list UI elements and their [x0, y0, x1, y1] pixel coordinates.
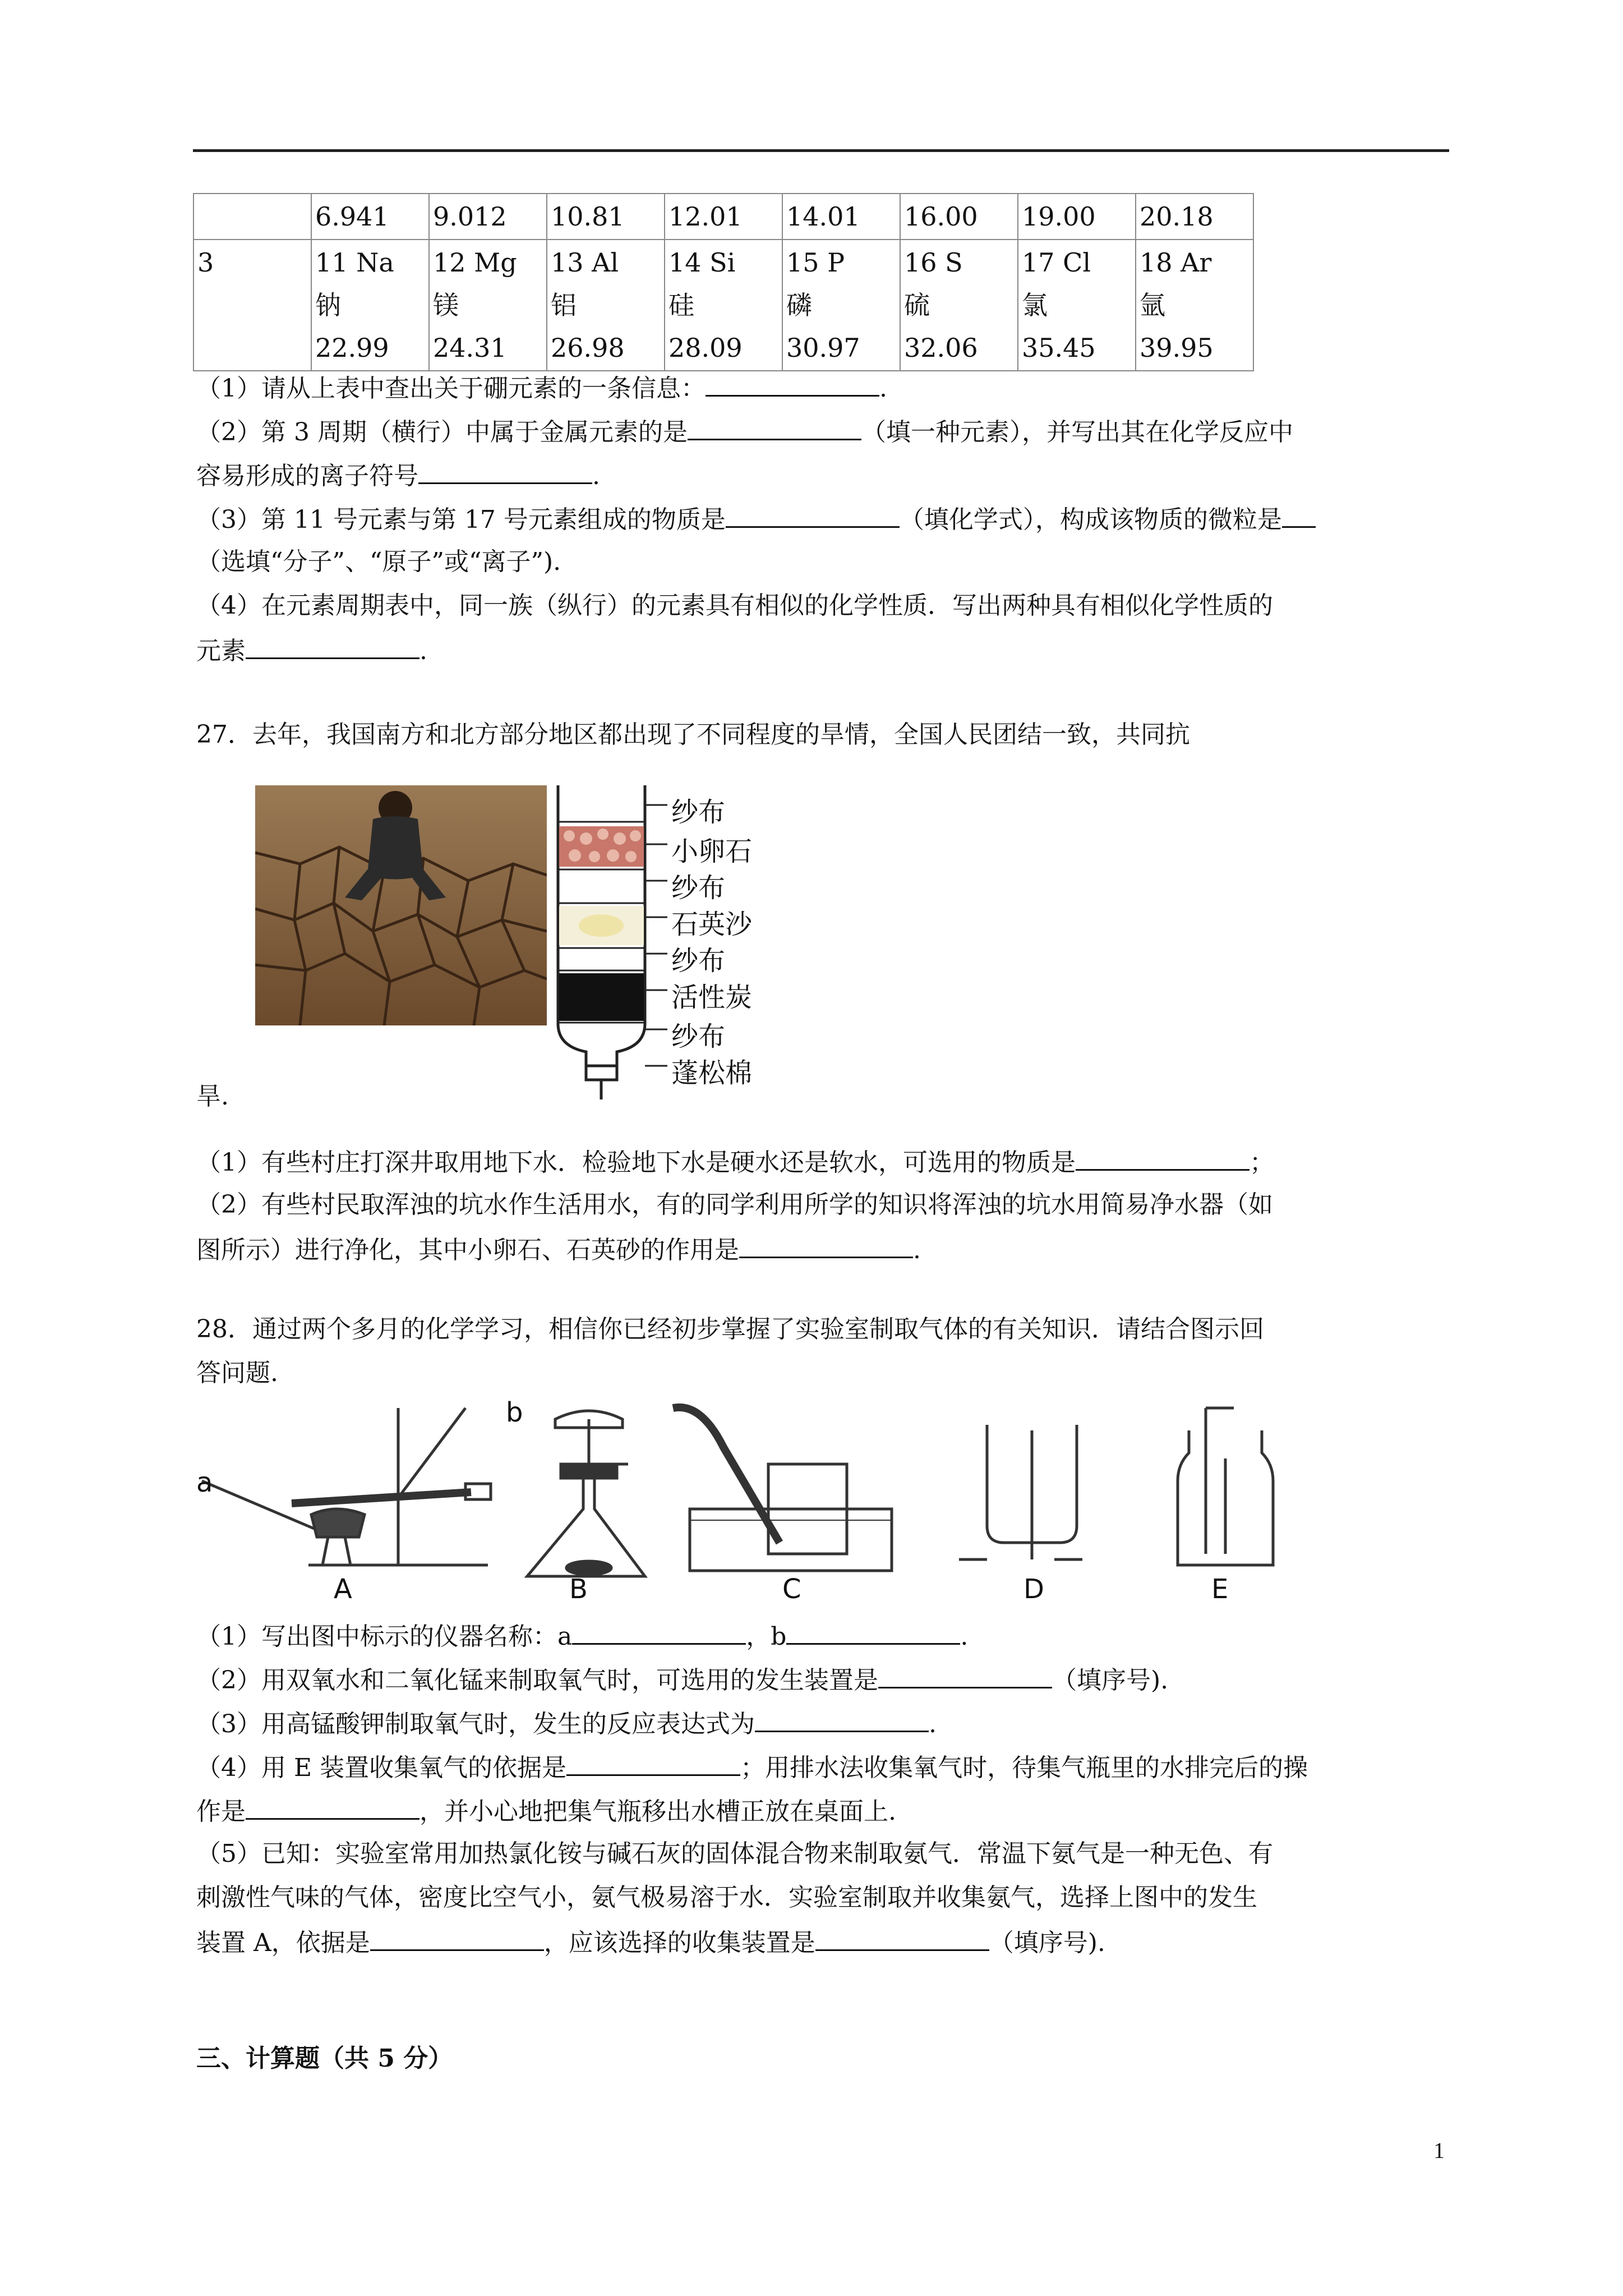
- q28-text: （填序号).: [1052, 1666, 1169, 1695]
- table-cell: 6.941: [311, 194, 429, 240]
- table-cell: 12 Mg 镁 24.31: [429, 240, 547, 371]
- table-row: [193, 194, 1253, 240]
- q27-line-1: [196, 1144, 1274, 1180]
- q28-line-7: [196, 1881, 1257, 1915]
- q26-line-7: [196, 633, 427, 668]
- q28-stem-2: [196, 1356, 278, 1390]
- filter-label: 纱布: [671, 945, 726, 977]
- answer-blank[interactable]: [739, 1232, 913, 1258]
- answer-blank[interactable]: [706, 370, 879, 397]
- answer-blank[interactable]: [688, 414, 861, 440]
- q27-text: 27．去年，我国南方和北方部分地区都出现了不同程度的旱情，全国人民团结一致，共同抗: [196, 720, 1190, 749]
- apparatus-mark-b: b: [506, 1397, 523, 1428]
- filter-label: 纱布: [671, 872, 726, 904]
- q26-text: .: [879, 374, 887, 403]
- table-cell: 18 Ar 氩 39.95: [1136, 240, 1253, 371]
- q26-text: （填化学式），构成该物质的微粒是: [899, 505, 1282, 534]
- table-cell: 16 S 硫 32.06: [900, 240, 1018, 371]
- q28-text: （填序号).: [989, 1929, 1105, 1957]
- filter-label: 小卵石: [671, 836, 753, 867]
- apparatus-label-a: A: [334, 1573, 352, 1605]
- q28-text: 装置 A，依据是: [196, 1929, 370, 1957]
- q28-text: .: [960, 1622, 969, 1651]
- q28-text: ，应该选择的收集装置是: [543, 1929, 815, 1957]
- answer-blank[interactable]: [726, 501, 900, 528]
- q28-text: （5）已知：实验室常用加热氯化铵与碱石灰的固体混合物来制取氨气．常温下氨气是一种无色、有: [196, 1839, 1273, 1868]
- q28-line-6: [196, 1837, 1273, 1871]
- q26-line-3: [196, 458, 600, 493]
- q28-line-4: [196, 1750, 1308, 1785]
- drought-photo: [255, 785, 547, 1025]
- apparatus-label-e: E: [1211, 1573, 1229, 1605]
- answer-blank[interactable]: [566, 1750, 740, 1776]
- answer-blank[interactable]: [1076, 1144, 1249, 1171]
- table-cell: 3: [193, 240, 311, 371]
- apparatus-label-c: C: [782, 1573, 801, 1605]
- q28-line-3: [196, 1706, 937, 1741]
- q27-text: 图所示）进行净化，其中小卵石、石英砂的作用是: [196, 1236, 739, 1264]
- answer-blank[interactable]: [786, 1618, 960, 1645]
- q28-text: （3）用高锰酸钾制取氧气时，发生的反应表达式为: [196, 1710, 755, 1738]
- q26-line-4: [196, 501, 1316, 537]
- q28-stem-1: [196, 1313, 1264, 1346]
- q28-text: 28．通过两个多月的化学学习，相信你已经初步掌握了实验室制取气体的有关知识．请结合图示回: [196, 1315, 1264, 1343]
- q27-text: （2）有些村民取浑浊的坑水作生活用水，有的同学利用所学的知识将浑浊的坑水用简易净水器（如: [196, 1190, 1273, 1219]
- q28-line-2: [196, 1662, 1168, 1697]
- answer-blank[interactable]: [418, 458, 592, 484]
- table-cell: 14 Si 硅 28.09: [665, 240, 782, 371]
- q26-text: （填一种元素），并写出其在化学反应中: [861, 418, 1293, 447]
- water-filter-diagram: [547, 783, 782, 1108]
- header-rule: [193, 149, 1449, 152]
- table-cell: 12.01: [665, 194, 782, 240]
- q26-text: （1）请从上表中查出关于硼元素的一条信息：: [196, 374, 706, 403]
- apparatus-label-b: B: [569, 1573, 588, 1605]
- q28-text: ；用排水法收集氧气时，待集气瓶里的水排完后的操: [740, 1754, 1308, 1782]
- q28-text: ，并小心地把集气瓶移出水槽正放在桌面上.: [419, 1797, 896, 1826]
- q28-line-5: [196, 1793, 896, 1829]
- answer-blank[interactable]: [755, 1706, 929, 1732]
- periodic-table: [193, 193, 1254, 371]
- answer-blank[interactable]: [1282, 501, 1316, 528]
- q28-line-1: [196, 1618, 968, 1654]
- q28-text: 刺激性气味的气体，密度比空气小，氨气极易溶于水．实验室制取并收集氨气，选择上图中的发生: [196, 1883, 1257, 1912]
- table-cell: 19.00: [1018, 194, 1136, 240]
- q27-text: 旱.: [196, 1082, 229, 1111]
- answer-blank[interactable]: [370, 1925, 544, 1951]
- q27-text: （1）有些村庄打深井取用地下水．检验地下水是硬水还是软水，可选用的物质是: [196, 1148, 1076, 1177]
- section-heading: 三、计算题（共 5 分）: [196, 2044, 453, 2073]
- q26-text: 元素: [196, 637, 246, 665]
- table-cell: 10.81: [547, 194, 665, 240]
- filter-label: 蓬松棉: [671, 1057, 753, 1089]
- q27-stem-end: [196, 1080, 229, 1114]
- q26-text: （选填“分子”、“原子”或“离子”).: [196, 547, 561, 576]
- table-cell: 9.012: [429, 194, 547, 240]
- table-row: [193, 240, 1253, 371]
- q27-stem: [196, 718, 1190, 752]
- filter-label: 活性炭: [671, 982, 753, 1013]
- q28-line-8: [196, 1925, 1105, 1960]
- answer-blank[interactable]: [246, 633, 419, 659]
- table-cell: [193, 194, 311, 240]
- q26-text: （4）在元素周期表中，同一族（纵行）的元素具有相似的化学性质．写出两种具有相似化学性质的: [196, 591, 1273, 620]
- table-cell: 14.01: [782, 194, 900, 240]
- q27-line-3: [196, 1232, 921, 1267]
- q27-line-2: [196, 1188, 1273, 1222]
- table-cell: 16.00: [900, 194, 1018, 240]
- page-number: 1: [1433, 2138, 1445, 2163]
- q27-text: .: [913, 1236, 921, 1264]
- table-cell: 11 Na 钠 22.99: [311, 240, 429, 371]
- q27-text: ；: [1249, 1148, 1274, 1177]
- q28-text: 作是: [196, 1797, 246, 1826]
- table-cell: 17 Cl 氯 35.45: [1018, 240, 1136, 371]
- answer-blank[interactable]: [878, 1662, 1052, 1688]
- q26-line-1: [196, 370, 887, 406]
- q26-text: （2）第 3 周期（横行）中属于金属元素的是: [196, 418, 688, 447]
- q28-text: （4）用 E 装置收集氧气的依据是: [196, 1754, 567, 1782]
- q26-text: .: [592, 462, 600, 490]
- q28-text: （2）用双氧水和二氧化锰来制取氧气时，可选用的发生装置是: [196, 1666, 878, 1695]
- q26-line-6: [196, 589, 1273, 623]
- q26-text: 容易形成的离子符号: [196, 462, 418, 490]
- q26-text: .: [419, 637, 427, 665]
- q26-text: （3）第 11 号元素与第 17 号元素组成的物质是: [196, 505, 726, 534]
- answer-blank[interactable]: [246, 1793, 419, 1820]
- table-cell: 15 P 磷 30.97: [782, 240, 900, 371]
- q28-text: （1）写出图中标示的仪器名称：a: [196, 1622, 573, 1651]
- q26-line-2: [196, 414, 1293, 449]
- answer-blank[interactable]: [815, 1925, 989, 1951]
- filter-label: 纱布: [671, 797, 726, 828]
- apparatus-figure: [196, 1397, 1290, 1610]
- apparatus-label-d: D: [1023, 1573, 1044, 1605]
- table-cell: 20.18: [1136, 194, 1253, 240]
- table-cell: 13 Al 铝 26.98: [547, 240, 665, 371]
- answer-blank[interactable]: [572, 1618, 746, 1645]
- filter-label: 石英沙: [671, 909, 753, 940]
- q26-line-5: [196, 545, 561, 579]
- q28-text: .: [929, 1710, 937, 1738]
- filter-label: 纱布: [671, 1021, 726, 1052]
- q28-text: 答问题.: [196, 1359, 278, 1387]
- q28-text: ，b: [746, 1622, 787, 1651]
- apparatus-mark-a: a: [196, 1467, 213, 1498]
